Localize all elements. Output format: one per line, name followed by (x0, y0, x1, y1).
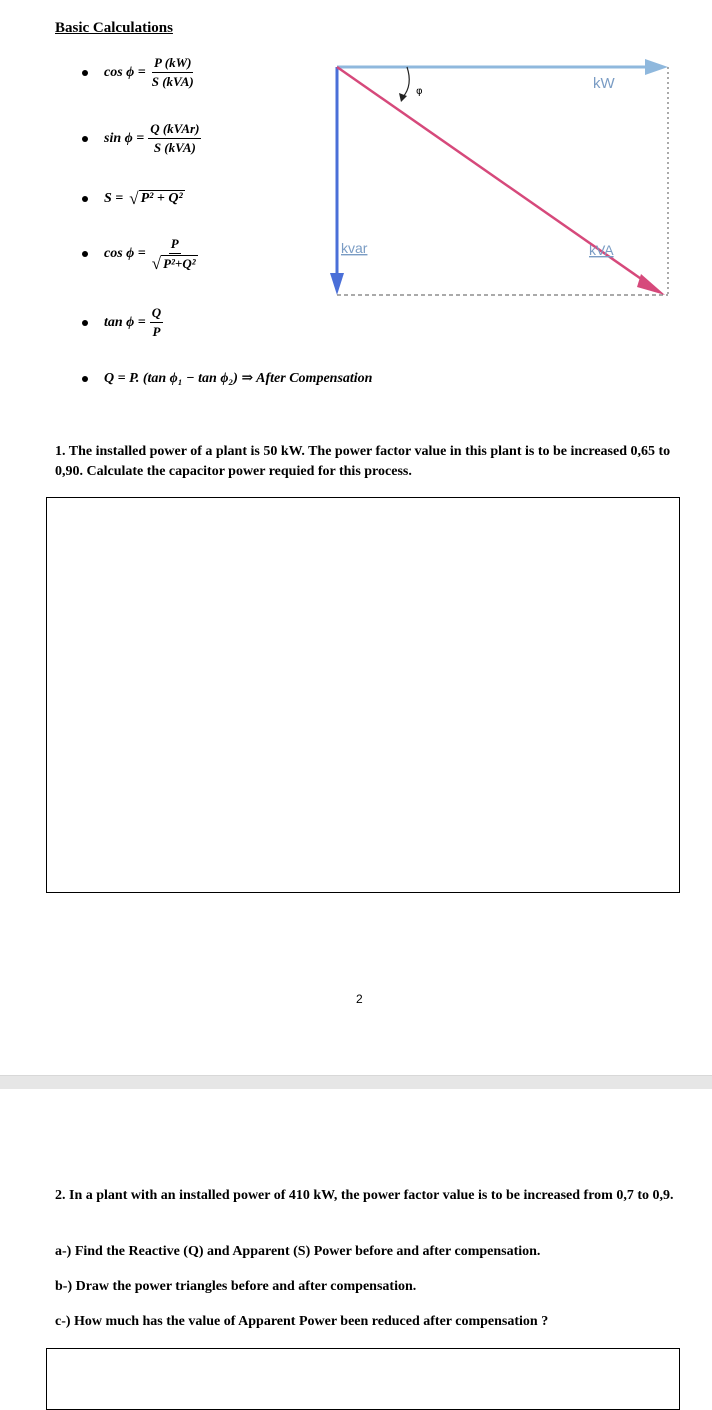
formula-lhs: cos ϕ = (104, 64, 146, 80)
power-triangle-diagram (325, 55, 675, 300)
formula-lhs: tan ϕ = (104, 314, 146, 330)
kvar-arrowhead (330, 273, 344, 295)
fraction (150, 305, 163, 340)
radicand: P²+Q² (163, 256, 196, 271)
bullet (82, 376, 88, 382)
angle-arrowhead (399, 93, 407, 102)
bullet (82, 320, 88, 326)
fraction (150, 55, 196, 90)
numerator: Q (150, 305, 163, 323)
angle-label: φ (416, 86, 423, 97)
formula-apparent-power (82, 190, 185, 207)
formula-lhs: cos ϕ = (104, 246, 146, 261)
bullet (82, 136, 88, 142)
page-number: 2 (356, 992, 363, 1006)
kva-label: kVA (589, 242, 614, 258)
question-2-intro: 2. In a plant with an installed power of 410 kW, the power factor value is to be increased from 0,7 to 0,9. (55, 1188, 674, 1203)
formula-tan-phi (82, 305, 163, 340)
kw-arrowhead (645, 59, 668, 75)
question-2a: a-) Find the Reactive (Q) and Apparent (S) Power before and after compensation. (55, 1244, 541, 1259)
formula-compensation (82, 370, 372, 387)
question-2b: b-) Draw the power triangles before and after compensation. (55, 1279, 417, 1294)
kvar-label: kvar (341, 240, 368, 256)
denominator (150, 254, 200, 272)
fraction (148, 121, 201, 156)
formula-sin-phi (82, 121, 201, 156)
section-heading: Basic Calculations (55, 20, 173, 36)
fraction (150, 236, 200, 272)
formula-cos-phi-alt (82, 236, 200, 272)
angle-arc (403, 67, 409, 97)
page-separator (0, 1075, 712, 1090)
bullet (82, 251, 88, 257)
formula-text: Q = P. (tan ϕ₁ − tan ϕ₂) ⇒ After Compensation (104, 371, 373, 386)
numerator: P (kW) (152, 55, 193, 73)
bullet (82, 196, 88, 202)
kva-arrowhead (637, 274, 665, 295)
radical-sign: √ (151, 254, 162, 273)
kw-label: kW (593, 75, 615, 92)
formula-cos-phi (82, 55, 196, 90)
bullet (82, 70, 88, 76)
formula-lhs: sin ϕ = (104, 130, 145, 146)
square-root (129, 190, 184, 207)
denominator: P (152, 324, 161, 339)
denominator: S (kVA) (153, 140, 196, 155)
question-2c: c-) How much has the value of Apparent Power been reduced after compensation ? (55, 1314, 549, 1329)
answer-box-1[interactable] (46, 497, 680, 893)
power-triangle-svg (325, 55, 675, 300)
numerator: Q (kVAr) (148, 121, 201, 139)
radicand: P² + Q² (140, 191, 183, 206)
answer-box-2[interactable] (46, 1348, 680, 1410)
denominator: S (kVA) (151, 74, 194, 89)
question-1-text: 1. The installed power of a plant is 50 kW. The power factor value in this plant is to be increased 0,65 to 0,90. Calculate the capacitor power requied for this process. (55, 444, 671, 479)
radical-sign: √ (129, 189, 139, 208)
numerator: P (169, 236, 181, 254)
formula-lhs: S = (104, 190, 124, 206)
page-2 (0, 1089, 712, 1385)
